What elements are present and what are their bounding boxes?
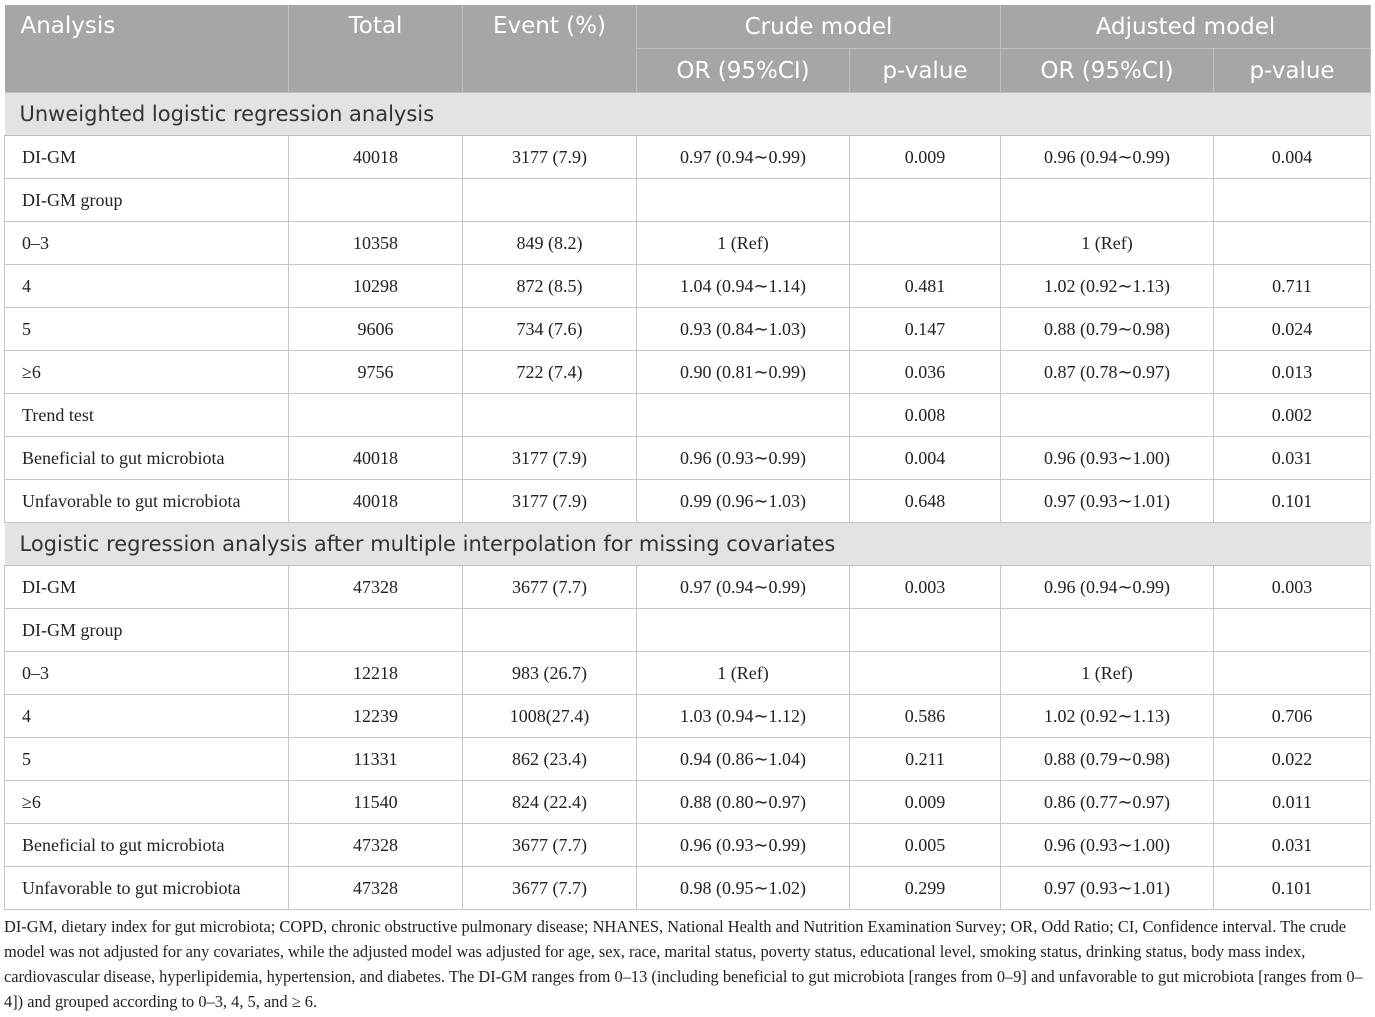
results-table	[4, 5, 1371, 910]
row-adjusted-p: 0.004	[1214, 136, 1371, 179]
row-crude-p	[850, 609, 1001, 652]
row-adjusted-or: 0.96 (0.93∼1.00)	[1001, 824, 1214, 867]
table-row	[5, 136, 1371, 179]
header-crude-p: p-value	[850, 49, 1001, 93]
row-adjusted-or: 0.88 (0.79∼0.98)	[1001, 308, 1214, 351]
header-crude-model: Crude model	[637, 5, 1001, 49]
row-adjusted-p: 0.003	[1214, 566, 1371, 609]
header-adjusted-model: Adjusted model	[1001, 5, 1371, 49]
row-event: 983 (26.7)	[463, 652, 637, 695]
row-crude-or: 0.88 (0.80∼0.97)	[637, 781, 850, 824]
row-label: DI-GM group	[5, 179, 289, 222]
row-event: 849 (8.2)	[463, 222, 637, 265]
table-body	[5, 93, 1371, 910]
row-total: 40018	[289, 136, 463, 179]
row-crude-p: 0.009	[850, 136, 1001, 179]
row-crude-or: 0.90 (0.81∼0.99)	[637, 351, 850, 394]
row-crude-p: 0.008	[850, 394, 1001, 437]
header-analysis: Analysis	[5, 5, 289, 93]
row-adjusted-p	[1214, 179, 1371, 222]
row-adjusted-or: 0.97 (0.93∼1.01)	[1001, 480, 1214, 523]
header-total: Total	[289, 5, 463, 93]
row-label: DI-GM group	[5, 609, 289, 652]
row-crude-or: 0.96 (0.93∼0.99)	[637, 437, 850, 480]
table-row	[5, 308, 1371, 351]
row-crude-p	[850, 179, 1001, 222]
table-row	[5, 738, 1371, 781]
row-crude-or	[637, 394, 850, 437]
row-adjusted-or: 0.86 (0.77∼0.97)	[1001, 781, 1214, 824]
row-adjusted-p: 0.031	[1214, 824, 1371, 867]
row-event	[463, 609, 637, 652]
row-label: ≥6	[5, 351, 289, 394]
row-event: 3177 (7.9)	[463, 480, 637, 523]
row-label: DI-GM	[5, 566, 289, 609]
row-total: 12239	[289, 695, 463, 738]
row-label: 4	[5, 695, 289, 738]
row-crude-p: 0.147	[850, 308, 1001, 351]
row-event: 3677 (7.7)	[463, 824, 637, 867]
row-total	[289, 609, 463, 652]
row-crude-or: 1.03 (0.94∼1.12)	[637, 695, 850, 738]
row-adjusted-or: 0.97 (0.93∼1.01)	[1001, 867, 1214, 910]
row-event: 824 (22.4)	[463, 781, 637, 824]
row-crude-p: 0.009	[850, 781, 1001, 824]
row-total: 9606	[289, 308, 463, 351]
row-label: 0–3	[5, 222, 289, 265]
row-label: Trend test	[5, 394, 289, 437]
row-total: 47328	[289, 867, 463, 910]
row-crude-p: 0.586	[850, 695, 1001, 738]
results-table-container	[4, 5, 1370, 910]
row-event: 862 (23.4)	[463, 738, 637, 781]
row-label: 4	[5, 265, 289, 308]
row-total: 12218	[289, 652, 463, 695]
row-adjusted-p: 0.022	[1214, 738, 1371, 781]
row-crude-p: 0.004	[850, 437, 1001, 480]
table-row	[5, 695, 1371, 738]
table-row	[5, 480, 1371, 523]
table-footnote: DI-GM, dietary index for gut microbiota; COPD, chronic obstructive pulmonary disease; NHANES, National Health and Nutrition Examination Survey; OR, Odd Ratio; CI, Confidence interval. The crude model was not adjusted for any covariates, while the adjusted model was adjusted for age, sex, race, marital status, poverty status, educational level, smoking status, drinking status, body mass index, cardiovascular disease, hyperlipidemia, hypertension, and diabetes. The DI-GM ranges from 0–13 (including beneficial to gut microbiota [ranges from 0–9] and unfavorable to gut microbiota [ranges from 0–4]) and grouped according to 0–3, 4, 5, and ≥ 6.	[4, 917, 1363, 1011]
row-adjusted-p: 0.002	[1214, 394, 1371, 437]
row-crude-p: 0.036	[850, 351, 1001, 394]
row-crude-or: 0.99 (0.96∼1.03)	[637, 480, 850, 523]
row-crude-p: 0.003	[850, 566, 1001, 609]
row-crude-or: 0.97 (0.94∼0.99)	[637, 136, 850, 179]
row-adjusted-p: 0.013	[1214, 351, 1371, 394]
row-crude-or	[637, 609, 850, 652]
row-crude-p: 0.299	[850, 867, 1001, 910]
row-total: 9756	[289, 351, 463, 394]
row-total	[289, 394, 463, 437]
row-event: 1008(27.4)	[463, 695, 637, 738]
row-event: 3677 (7.7)	[463, 867, 637, 910]
header-adjusted-or: OR (95%CI)	[1001, 49, 1214, 93]
table-row	[5, 394, 1371, 437]
row-crude-p: 0.648	[850, 480, 1001, 523]
row-event: 3177 (7.9)	[463, 437, 637, 480]
table-row	[5, 824, 1371, 867]
table-row	[5, 437, 1371, 480]
row-event: 872 (8.5)	[463, 265, 637, 308]
row-event	[463, 179, 637, 222]
row-crude-or	[637, 179, 850, 222]
row-total: 10358	[289, 222, 463, 265]
row-adjusted-p: 0.706	[1214, 695, 1371, 738]
header-crude-or: OR (95%CI)	[637, 49, 850, 93]
row-total: 11331	[289, 738, 463, 781]
table-row	[5, 351, 1371, 394]
row-label: DI-GM	[5, 136, 289, 179]
section-header	[5, 93, 1371, 136]
row-total	[289, 179, 463, 222]
row-label: Beneficial to gut microbiota	[5, 437, 289, 480]
header-event: Event (%)	[463, 5, 637, 93]
row-crude-p: 0.211	[850, 738, 1001, 781]
row-crude-p: 0.481	[850, 265, 1001, 308]
row-crude-or: 0.94 (0.86∼1.04)	[637, 738, 850, 781]
row-adjusted-or: 1 (Ref)	[1001, 652, 1214, 695]
row-event: 734 (7.6)	[463, 308, 637, 351]
row-label: 5	[5, 738, 289, 781]
row-crude-or: 0.98 (0.95∼1.02)	[637, 867, 850, 910]
row-crude-or: 0.97 (0.94∼0.99)	[637, 566, 850, 609]
row-crude-p	[850, 652, 1001, 695]
row-crude-p	[850, 222, 1001, 265]
row-total: 11540	[289, 781, 463, 824]
row-event: 722 (7.4)	[463, 351, 637, 394]
table-row	[5, 222, 1371, 265]
row-total: 40018	[289, 480, 463, 523]
row-label: 0–3	[5, 652, 289, 695]
row-adjusted-p	[1214, 609, 1371, 652]
row-adjusted-p	[1214, 222, 1371, 265]
row-adjusted-p: 0.031	[1214, 437, 1371, 480]
row-crude-or: 0.96 (0.93∼0.99)	[637, 824, 850, 867]
row-crude-or: 0.93 (0.84∼1.03)	[637, 308, 850, 351]
section-title: Unweighted logistic regression analysis	[5, 93, 1371, 136]
table-row	[5, 179, 1371, 222]
row-adjusted-or: 0.88 (0.79∼0.98)	[1001, 738, 1214, 781]
row-event	[463, 394, 637, 437]
table-row	[5, 652, 1371, 695]
row-event: 3677 (7.7)	[463, 566, 637, 609]
header-adjusted-p: p-value	[1214, 49, 1371, 93]
row-label: ≥6	[5, 781, 289, 824]
row-crude-p: 0.005	[850, 824, 1001, 867]
row-adjusted-or	[1001, 609, 1214, 652]
row-adjusted-or: 0.96 (0.94∼0.99)	[1001, 566, 1214, 609]
row-label: 5	[5, 308, 289, 351]
row-adjusted-p: 0.101	[1214, 480, 1371, 523]
row-label: Unfavorable to gut microbiota	[5, 480, 289, 523]
table-row	[5, 609, 1371, 652]
table-row	[5, 265, 1371, 308]
row-adjusted-p: 0.011	[1214, 781, 1371, 824]
row-total: 47328	[289, 566, 463, 609]
row-adjusted-or	[1001, 394, 1214, 437]
row-adjusted-p	[1214, 652, 1371, 695]
row-adjusted-or	[1001, 179, 1214, 222]
row-label: Unfavorable to gut microbiota	[5, 867, 289, 910]
row-total: 10298	[289, 265, 463, 308]
row-label: Beneficial to gut microbiota	[5, 824, 289, 867]
table-row	[5, 781, 1371, 824]
row-total: 47328	[289, 824, 463, 867]
row-crude-or: 1 (Ref)	[637, 222, 850, 265]
row-adjusted-or: 0.96 (0.93∼1.00)	[1001, 437, 1214, 480]
section-header	[5, 523, 1371, 566]
section-title: Logistic regression analysis after multiple interpolation for missing covariates	[5, 523, 1371, 566]
row-adjusted-or: 1.02 (0.92∼1.13)	[1001, 695, 1214, 738]
table-header	[5, 5, 1371, 93]
row-total: 40018	[289, 437, 463, 480]
table-row	[5, 566, 1371, 609]
row-adjusted-or: 1 (Ref)	[1001, 222, 1214, 265]
row-adjusted-p: 0.024	[1214, 308, 1371, 351]
table-row	[5, 867, 1371, 910]
row-adjusted-p: 0.711	[1214, 265, 1371, 308]
row-adjusted-or: 0.87 (0.78∼0.97)	[1001, 351, 1214, 394]
row-crude-or: 1.04 (0.94∼1.14)	[637, 265, 850, 308]
row-adjusted-or: 0.96 (0.94∼0.99)	[1001, 136, 1214, 179]
row-adjusted-or: 1.02 (0.92∼1.13)	[1001, 265, 1214, 308]
row-event: 3177 (7.9)	[463, 136, 637, 179]
row-adjusted-p: 0.101	[1214, 867, 1371, 910]
row-crude-or: 1 (Ref)	[637, 652, 850, 695]
